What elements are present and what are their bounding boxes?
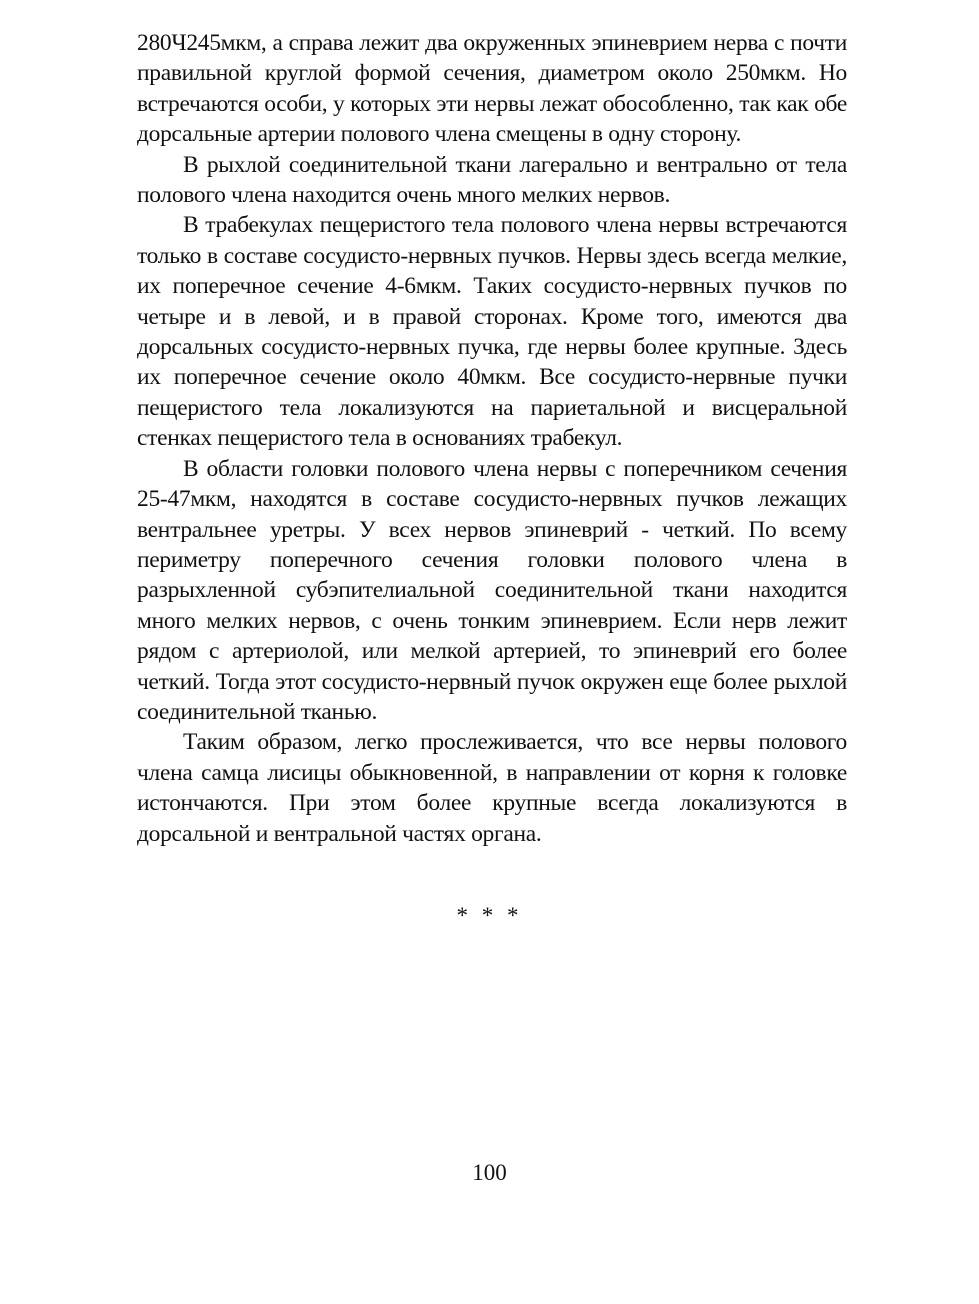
- paragraph-continued: 280Ч245мкм, а справа лежит два окруженных эпиневрием нерва с почти правильной круглой формой сечения, диаметром около 250мкм. Но встречаются особи, у которых эти нервы лежат обособленно, так как обе дорсальные артерии полового члена смещены в одну сторону.: [137, 30, 847, 148]
- paragraph: Таким образом, легко прослеживается, что все нервы полового члена самца лисицы обыкновенной, в направлении от корня к головке истончаются. При этом более крупные всегда локализуются в дорсальной и вентральной частях органа.: [137, 729, 847, 847]
- body-text: [137, 28, 847, 849]
- paragraph: В области головки полового члена нервы с поперечником сечения 25-47мкм, находятся в составе сосудисто-нервных пучков лежащих вентральнее уретры. У всех нервов эпиневрий - четкий. По всему периметру поперечного сечения головки полового члена в разрыхленной субэпителиальной соединительной ткани находится много мелких нервов, с очень тонким эпиневрием. Если нерв лежит рядом с артериолой, или мелкой артерией, то эпиневрий его более четкий. Тогда этот сосудисто-нервный пучок окружен еще более рыхлой соединительной тканью.: [137, 455, 847, 725]
- paragraph: В трабекулах пещеристого тела полового члена нервы встречаются только в составе сосудисто-нервных пучков. Нервы здесь всегда мелкие, их поперечное сечение 4-6мкм. Таких сосудисто-нервных пучков по четыре и в левой, и в правой сторонах. Кроме того, имеются два дорсальных сосудисто-нервных пучка, где нервы более крупные. Здесь их поперечное сечение около 40мкм. Все сосудисто-нервные пучки пещеристого тела локализуются на париетальной и висцеральной стенках пещеристого тела в основаниях трабекул.: [137, 212, 847, 452]
- section-separator: * * *: [456, 903, 523, 928]
- paragraph: В рыхлой соединительной ткани лагерально и вентрально от тела полового члена находится очень много мелких нервов.: [137, 151, 847, 209]
- page-number: 100: [472, 1160, 507, 1185]
